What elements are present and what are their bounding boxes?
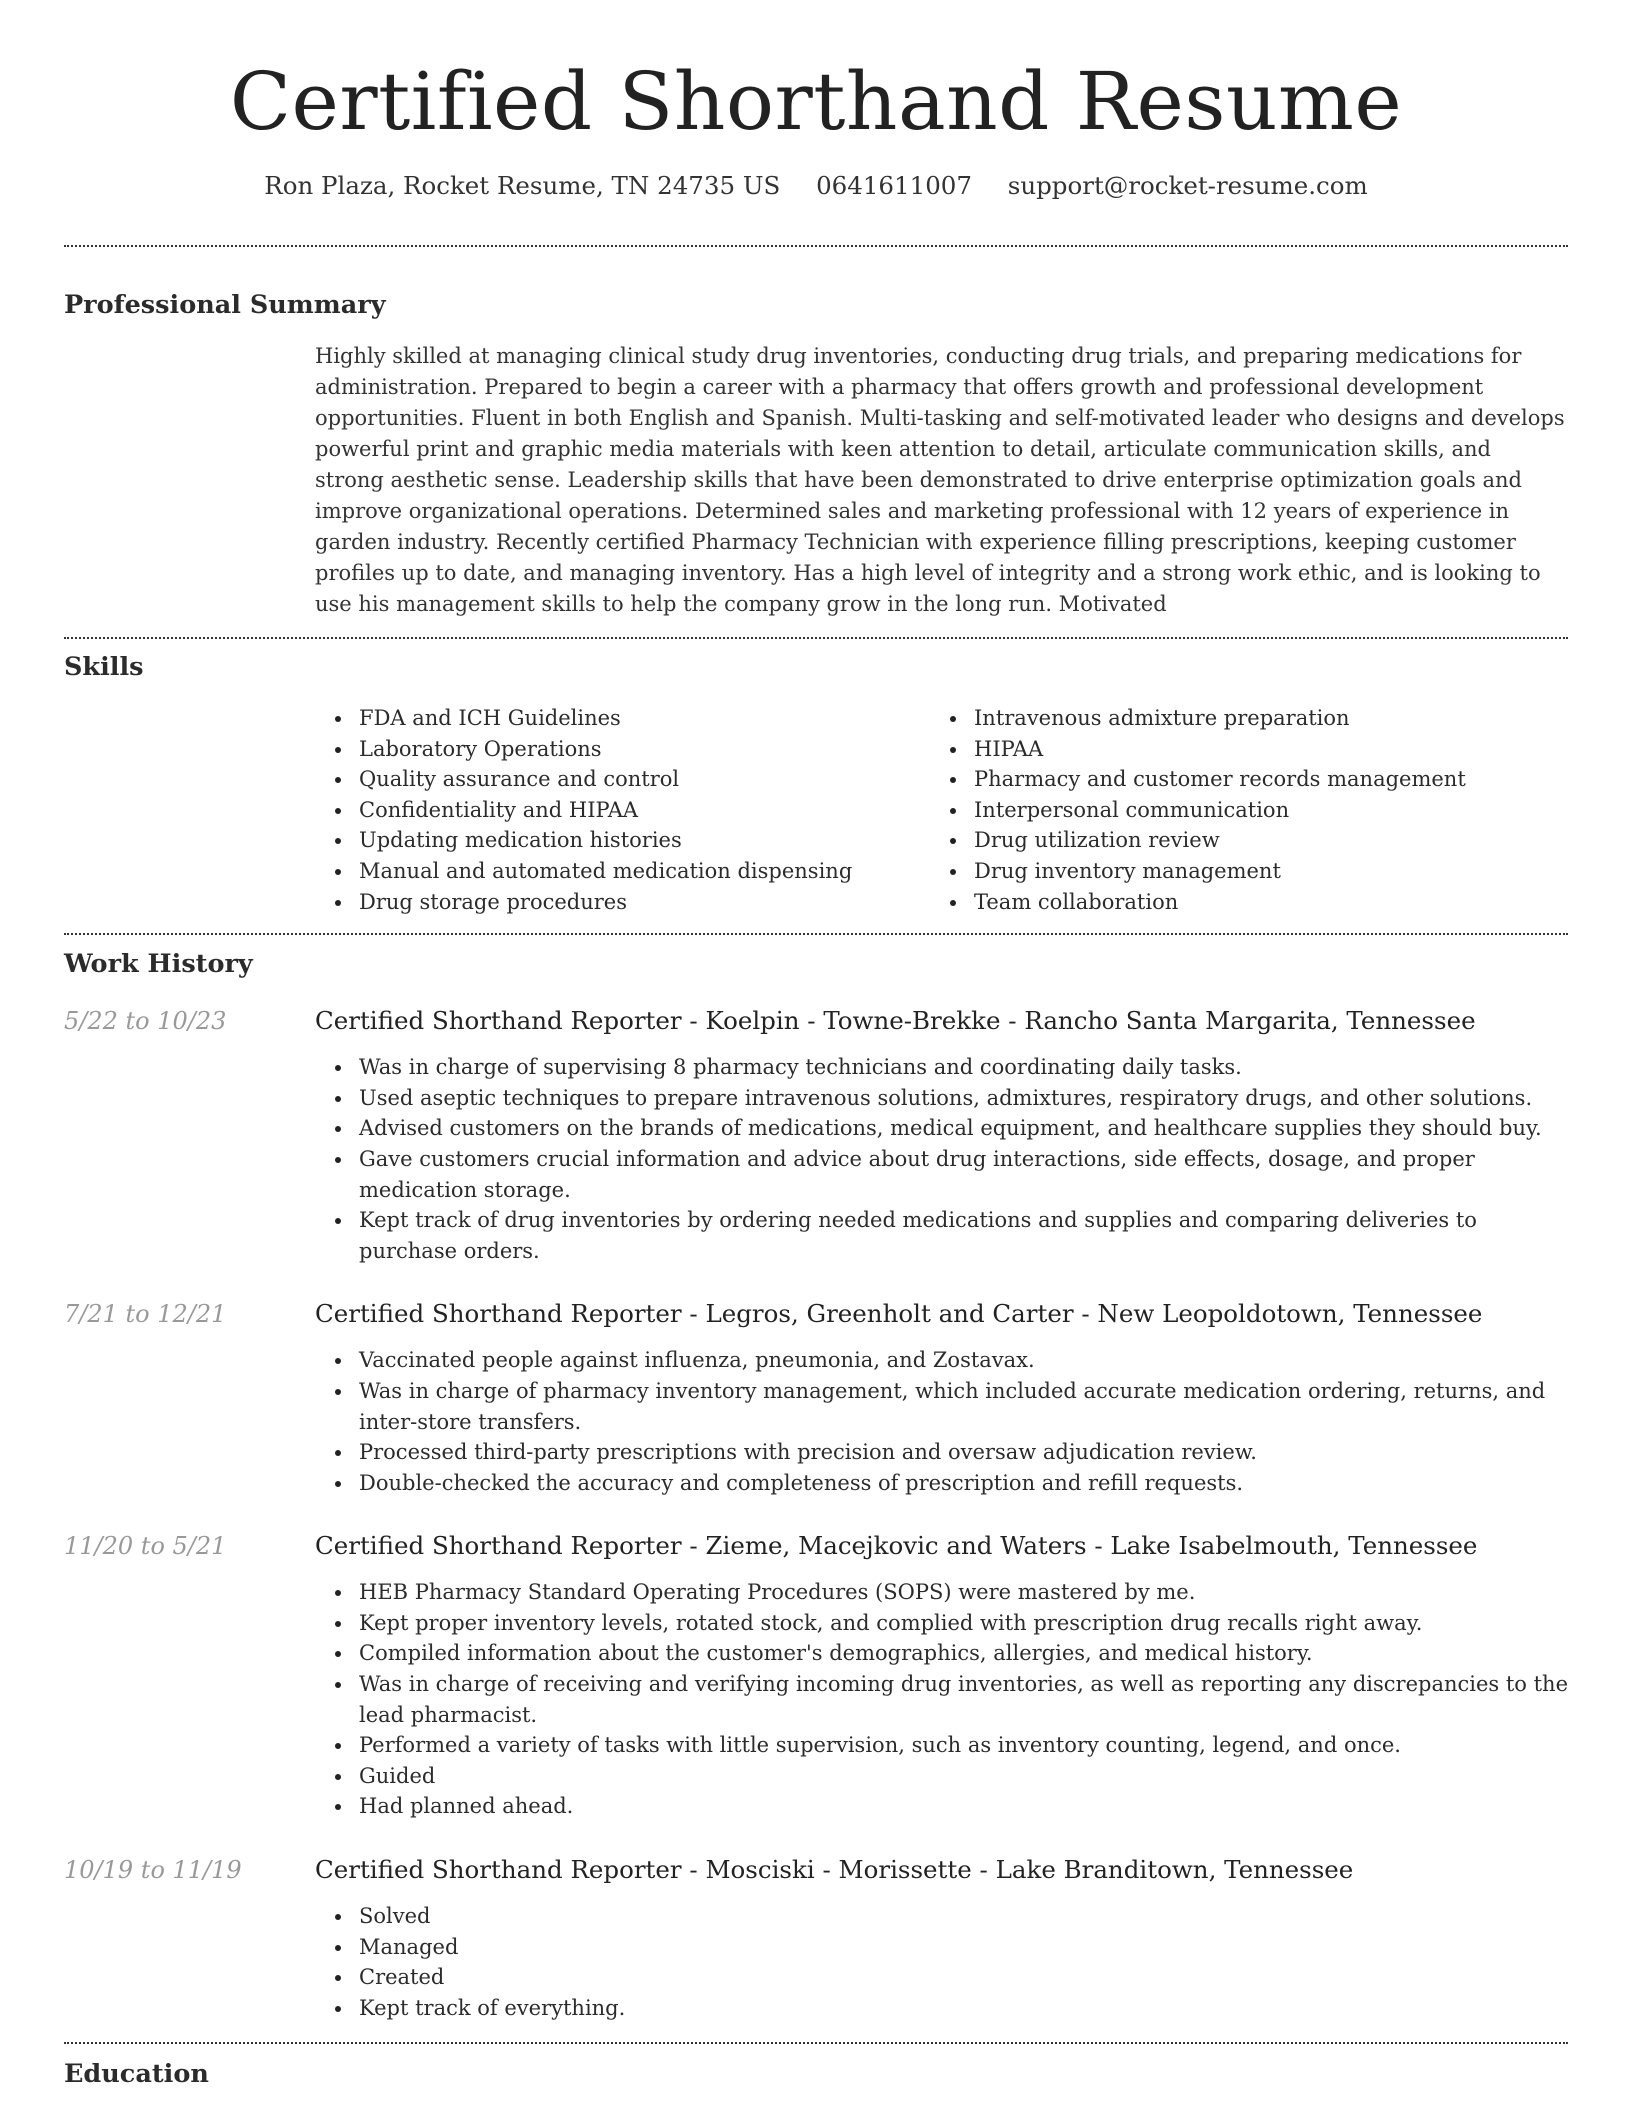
job-entry (64, 1297, 1568, 1498)
job-bullet: Was in charge of supervising 8 pharmacy technicians and coordinating daily tasks. (315, 1052, 1568, 1083)
work-heading: Work History (64, 949, 253, 980)
job-body (315, 1853, 1568, 2023)
skill-item: Drug storage procedures (315, 887, 930, 918)
job-bullet: Solved (315, 1901, 1568, 1932)
divider (64, 245, 1568, 247)
job-bullet: Performed a variety of tasks with little supervision, such as inventory counting, legend, and once. (315, 1730, 1568, 1761)
summary-heading: Professional Summary (64, 290, 386, 320)
job-body (315, 1529, 1568, 1822)
skill-item: Laboratory Operations (315, 734, 930, 765)
skill-item: Drug utilization review (930, 825, 1545, 856)
divider (64, 933, 1568, 935)
job-date: 10/19 to 11/19 (64, 1856, 242, 1885)
skill-item: Confidentiality and HIPAA (315, 795, 930, 826)
job-bullet: Managed (315, 1932, 1568, 1963)
job-bullet: Was in charge of pharmacy inventory management, which included accurate medication ordering, returns, and inter-store transfers. (315, 1376, 1568, 1437)
job-bullet: Kept track of drug inventories by ordering needed medications and supplies and comparing deliveries to purchase orders. (315, 1205, 1568, 1266)
job-bullet: Compiled information about the customer's demographics, allergies, and medical history. (315, 1638, 1568, 1669)
contact-phone: 0641611007 (816, 171, 972, 200)
job-title: Certified Shorthand Reporter - Mosciski - Morissette - Lake Branditown, Tennessee (315, 1855, 1354, 1885)
skill-item: Drug inventory management (930, 856, 1545, 887)
skill-item: Manual and automated medication dispensing (315, 856, 930, 887)
job-title: Certified Shorthand Reporter - Zieme, Macejkovic and Waters - Lake Isabelmouth, Tennessee (315, 1531, 1478, 1561)
skill-item: Intravenous admixture preparation (930, 703, 1545, 734)
skills-column-left (315, 703, 930, 917)
job-bullets (315, 1052, 1568, 1266)
contact-email: support@rocket-resume.com (1007, 171, 1368, 200)
skill-item: Quality assurance and control (315, 764, 930, 795)
contact-address: Ron Plaza, Rocket Resume, TN 24735 US (264, 171, 781, 200)
job-title: Certified Shorthand Reporter - Koelpin - Towne-Brekke - Rancho Santa Margarita, Tennessee (315, 1006, 1476, 1036)
education-section (64, 2056, 1568, 2092)
work-list (64, 1004, 1568, 2023)
skills-section (64, 649, 1568, 917)
job-body (315, 1004, 1568, 1266)
resume-page (64, 0, 1568, 2092)
job-bullet: Gave customers crucial information and advice about drug interactions, side effects, dosage, and proper medication storage. (315, 1144, 1568, 1205)
summary-text: Highly skilled at managing clinical study drug inventories, conducting drug trials, and preparing medications for administration. Prepared to begin a career with a pharmacy that offers growth and professional development opportunities. Fluent in both English and Spanish. Multi-tasking and self-motivated leader who designs and develops powerful print and graphic media materials with keen attention to detail, articulate communication skills, and strong aesthetic sense. Leadership skills that have been demonstrated to drive enterprise optimization goals and improve organizational operations. Determined sales and marketing professional with 12 years of experience in garden industry. Recently certified Pharmacy Technician with experience filling prescriptions, keeping customer profiles up to date, and managing inventory. Has a high level of integrity and a strong work ethic, and is looking to use his management skills to help the company grow in the long run. Motivated (315, 344, 1565, 616)
job-bullet: Advised customers on the brands of medications, medical equipment, and healthcare supplies they should buy. (315, 1113, 1568, 1144)
skill-item: Interpersonal communication (930, 795, 1545, 826)
divider (64, 2042, 1568, 2044)
job-date: 5/22 to 10/23 (64, 1007, 227, 1036)
skill-item: FDA and ICH Guidelines (315, 703, 930, 734)
summary-section (64, 287, 1568, 620)
job-entry (64, 1853, 1568, 2023)
job-bullet: HEB Pharmacy Standard Operating Procedures (SOPS) were mastered by me. (315, 1577, 1568, 1608)
work-section (64, 946, 1568, 2023)
divider (64, 637, 1568, 639)
job-body (315, 1297, 1568, 1498)
education-heading: Education (64, 2059, 209, 2090)
job-entry (64, 1529, 1568, 1822)
job-date: 7/21 to 12/21 (64, 1300, 227, 1329)
job-bullet: Guided (315, 1761, 1568, 1792)
job-bullets (315, 1901, 1568, 2023)
job-bullet: Kept track of everything. (315, 1993, 1568, 2024)
contact-line (64, 168, 1568, 204)
job-bullets (315, 1345, 1568, 1498)
job-bullet: Used aseptic techniques to prepare intravenous solutions, admixtures, respiratory drugs, and other solutions. (315, 1083, 1568, 1114)
skills-list (315, 703, 1568, 917)
skill-item: Team collaboration (930, 887, 1545, 918)
job-bullet: Kept proper inventory levels, rotated stock, and complied with prescription drug recalls right away. (315, 1608, 1568, 1639)
job-date: 11/20 to 5/21 (64, 1532, 227, 1561)
job-bullet: Had planned ahead. (315, 1791, 1568, 1822)
resume-title: Certified Shorthand Resume (229, 55, 1403, 148)
job-bullet: Processed third-party prescriptions with precision and oversaw adjudication review. (315, 1437, 1568, 1468)
job-bullet: Created (315, 1962, 1568, 1993)
skill-item: Pharmacy and customer records management (930, 764, 1545, 795)
job-bullets (315, 1577, 1568, 1822)
job-bullet: Vaccinated people against influenza, pneumonia, and Zostavax. (315, 1345, 1568, 1376)
skill-item: HIPAA (930, 734, 1545, 765)
job-entry (64, 1004, 1568, 1266)
job-bullet: Was in charge of receiving and verifying incoming drug inventories, as well as reporting any discrepancies to the lead pharmacist. (315, 1669, 1568, 1730)
skills-column-right (930, 703, 1545, 917)
skills-heading: Skills (64, 652, 144, 682)
job-title: Certified Shorthand Reporter - Legros, Greenholt and Carter - New Leopoldotown, Tennessee (315, 1299, 1483, 1329)
job-bullet: Double-checked the accuracy and completeness of prescription and refill requests. (315, 1468, 1568, 1499)
skill-item: Updating medication histories (315, 825, 930, 856)
